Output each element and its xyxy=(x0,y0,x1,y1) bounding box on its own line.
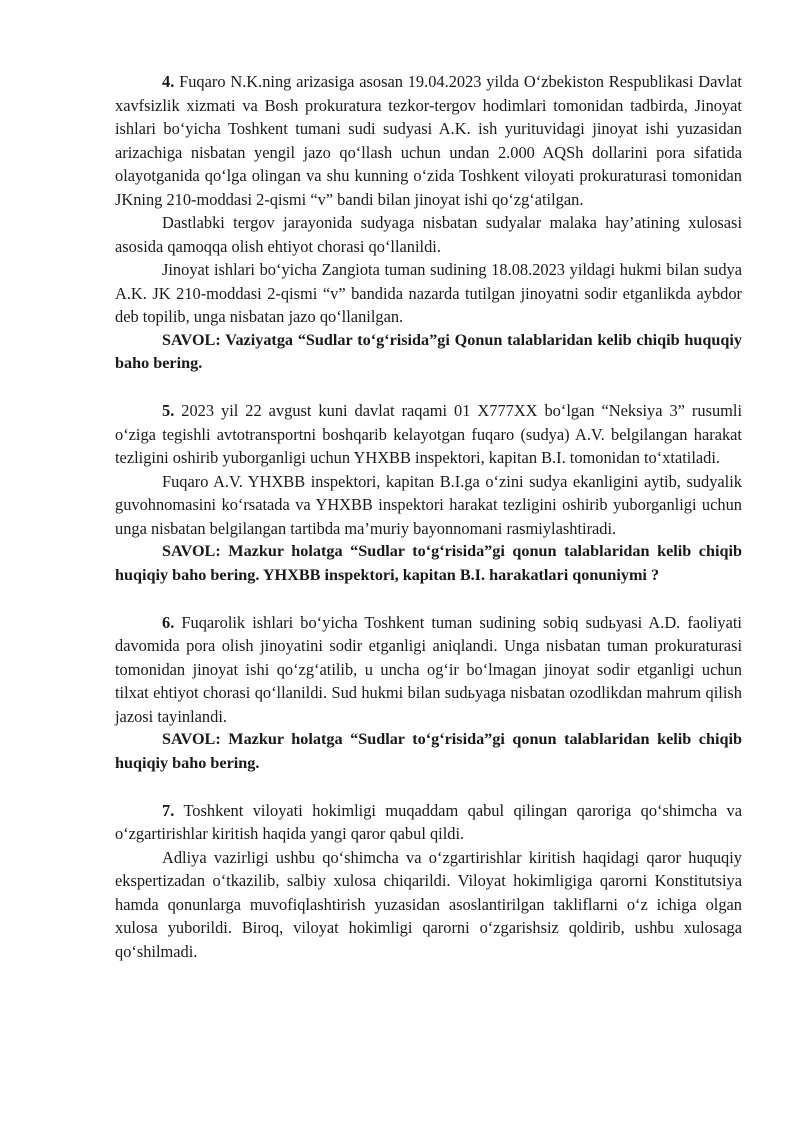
case-5 xyxy=(115,399,742,587)
case-4 xyxy=(115,70,742,376)
case-paragraph xyxy=(115,611,742,729)
paragraph-text: 2023 yil 22 avgust kuni davlat raqami 01 X777XX bo‘lgan “Neksiya 3” rusumli o‘ziga tegishli avtotransportni boshqarib kelayotgan fuqaro (sudya) A.V. belgilangan harakat tezligini oshirib yuborganligi uchun YHXBB inspektori, kapitan B.I. tomonidan to‘xtatiladi. xyxy=(115,401,742,467)
case-paragraph: Fuqaro A.V. YHXBB inspektori, kapitan B.I.ga o‘zini sudya ekanligini aytib, sudyalik guvohnomasini ko‘rsatada va YHXBB inspektori harakat tezligini oshirib yuborganligi uchun unga nisbatan belgilangan tartibda ma’muriy bayonnomani rasmiylashtiradi. xyxy=(115,471,742,538)
case-paragraph xyxy=(115,70,742,211)
case-paragraph: Jinoyat ishlari bo‘yicha Zangiota tuman sudining 18.08.2023 yildagi hukmi bilan sudya A.K. JK 210-moddasi 2-qismi “v” bandida nazarda tutilgan jinoyatni sodir etganlikda aybdor deb topilib, unga nisbatan jazo qo‘llanilgan. xyxy=(115,260,742,326)
case-number: 6. xyxy=(162,612,175,632)
case-paragraph xyxy=(115,799,742,846)
case-paragraph: Adliya vazirligi ushbu qo‘shimcha va o‘zgartirishlar kiritish haqidagi qaror huquqiy ekspertizadan o‘tkazilib, salbiy xulosa chiqarildi. Viloyat hokimligiga qarorni Konstitutsiya hamda qonunlarga muvofiqlashtirish yuzasidan asoslantirilgan takliflarni o‘z ichiga olgan xulosa yuborildi. Biroq, viloyat hokimligi qarorni o‘zgarishsiz qoldirib, ushbu xulosaga qo‘shilmadi. xyxy=(115,847,742,961)
case-paragraph xyxy=(115,399,742,470)
case-6 xyxy=(115,611,742,776)
paragraph-text: Fuqarolik ishlari bo‘yicha Toshkent tuman sudining sobiq sudьyasi A.D. faoliyati davomida pora olish jinoyatini sodir etganligi aniqlandi. Unga nisbatan tuman prokuraturasi tomonidan jinoyat ishi qo‘zg‘atilib, u uncha og‘ir bo‘lmagan jinoyat sodir etganligi uchun tilxat ehtiyot chorasi qo‘llanildi. Sud hukmi bilan sudьyaga nisbatan ozodlikdan mahrum qilish jazosi tayinlandi. xyxy=(115,612,742,726)
case-number: 4. xyxy=(162,72,175,91)
case-number: 7. xyxy=(162,800,175,820)
case-number: 5. xyxy=(162,401,175,420)
case-paragraph: Dastlabki tergov jarayonida sudyaga nisbatan sudyalar malaka hay’atining xulosasi asosida qamoqqa olish ehtiyot chorasi qo‘llanildi. xyxy=(115,213,742,256)
paragraph-text: Fuqaro N.K.ning arizasiga asosan 19.04.2023 yilda O‘zbekiston Respublikasi Davlat xavfsizlik xizmati va Bosh prokuratura tezkor-tergov hodimlari tomonidan tadbirda, Jinoyat ishlari bo‘yicha Toshkent tumani sudi sudyasi A.K. ish yurituvidagi jinoyat ishi yuzasidan arizachiga nisbatan yengil jazo qo‘llash uchun undan 2.000 AQSh dollarini pora sifatida olayotganida qo‘lga olingan va shu kunning o‘zida Toshkent viloyati prokuraturasi tomonidan JKning 210-moddasi 2-qismi “v” bandi bilan jinoyat ishi qo‘zg‘atilgan. xyxy=(115,72,742,209)
paragraph-text: Toshkent viloyati hokimligi muqaddam qabul qilingan qaroriga qo‘shimcha va o‘zgartirishlar kiritish haqida yangi qaror qabul qildi. xyxy=(115,800,743,843)
case-question: SAVOL: Mazkur holatga “Sudlar to‘g‘risida”gi qonun talablaridan kelib chiqib huqiqiy baho bering. xyxy=(115,730,742,772)
case-question: SAVOL: Mazkur holatga “Sudlar to‘g‘risida”gi qonun talablaridan kelib chiqib huqiqiy baho bering. YHXBB inspektori, kapitan B.I. harakatlari qonuniymi ? xyxy=(115,542,742,584)
case-question: SAVOL: Vaziyatga “Sudlar to‘g‘risida”gi Qonun talablaridan kelib chiqib huquqiy baho bering. xyxy=(115,330,742,372)
document-page xyxy=(115,70,742,963)
case-7 xyxy=(115,799,742,964)
